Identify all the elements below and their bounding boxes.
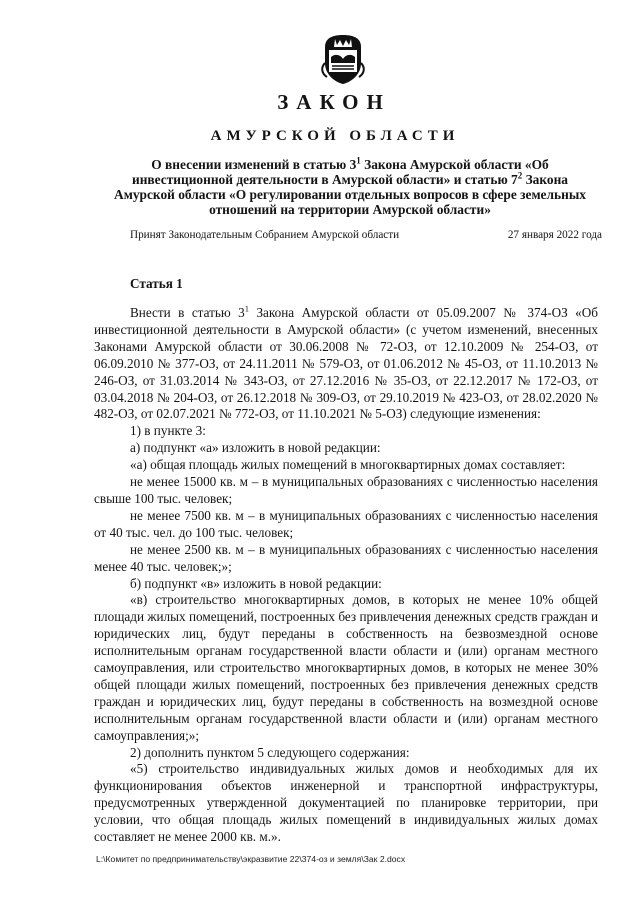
adoption-text: Принят Законодательным Собранием Амурской области [130, 229, 400, 241]
paragraph: 2) дополнить пунктом 5 следующего содержания: [130, 744, 410, 760]
subject-text: Закона Амурской области «О регулировании отдельных вопросов в сфере земельных отношений на территории Амурской области» [114, 172, 586, 217]
paragraph: не менее 7500 кв. м – в муниципальных образованиях с численностью населения от 40 тыс. чел. до 100 тыс. человек; [94, 507, 598, 540]
article-intro [94, 305, 598, 423]
file-path-footer: L:\Комитет по предпринимательству\экразвитие 22\374-оз и земля\Зак 2.docx [96, 854, 406, 864]
paragraph: не менее 15000 кв. м – в муниципальных образованиях с численностью населения свыше 100 тыс. человек; [94, 474, 598, 506]
article-body [94, 305, 598, 846]
law-title: ЗАКОН [277, 90, 391, 114]
adoption-date: 27 января 2022 года [507, 229, 602, 241]
law-subject [100, 157, 600, 217]
subject-superscript: 2 [517, 170, 523, 181]
paragraph: «5) строительство индивидуальных жилых домов и необходимых для их функционирования объектов инженерной и транспортной инфраструктуры, предусмотренных утвержденной документацией по планировке территории, при условии, что общая площадь жилых помещений в индивидуальных жилых домах составляет не менее 2000 кв. м.». [94, 761, 598, 845]
paragraph: «а) общая площадь жилых помещений в многоквартирных домах составляет: [130, 457, 566, 473]
paragraph: а) подпункт «а» изложить в новой редакции: [130, 440, 381, 456]
coat-of-arms-icon [317, 33, 369, 85]
intro-text: Закона Амурской области от 05.09.2007 № 374-ОЗ «Об инвестиционной деятельности в Амурской области» (с учетом изменений, внесенных Законами Амурской области от 30.06.2008 № 72-ОЗ, от 12.10.2009 № 254-ОЗ, от 06.09.2010 № 377-ОЗ, от 24.11.2011 № 579-ОЗ, от 01.06.2012 № 45-ОЗ, от 11.10.2013 № 246-ОЗ, от 31.03.2014 № 343-ОЗ, от 27.12.2016 № 35-ОЗ, от 22.12.2017 № 172-ОЗ, от 03.04.2018 № 204-ОЗ, от 26.12.2018 № 309-ОЗ, от 29.10.2019 № 423-ОЗ, от 28.02.2020 № 482-ОЗ, от 02.07.2021 № 772-ОЗ, от 11.10.2021 № 5-ОЗ) следующие изменения: [94, 305, 598, 422]
region-title: АМУРСКОЙ ОБЛАСТИ [210, 128, 460, 144]
subject-superscript: 1 [356, 155, 361, 166]
paragraph: не менее 2500 кв. м – в муниципальных образованиях с численностью населения менее 40 тыс. человек;»; [94, 541, 598, 574]
subject-text: Закона Амурской области «Об инвестиционной деятельности в Амурской области» и статью 7 [132, 157, 549, 187]
paragraph: б) подпункт «в» изложить в новой редакции: [130, 575, 382, 591]
paragraph: «в) строительство многоквартирных домов, в которых не менее 10% общей площади жилых помещений, построенных без привлечения денежных средств граждан и юридических лиц, будут переданы в собственность на безвозмездной основе исполнительным органам государственной власти области и (или) органам местного самоуправления, или строительство многоквартирных домов, в которых не менее 30% общей площади жилых помещений, построенных без привлечения денежных средств граждан и юридических лиц, будут переданы в собственность на возмездной основе исполнительным органам государственной власти области и (или) органам местного самоуправления;»; [94, 592, 598, 743]
intro-superscript: 1 [244, 303, 250, 314]
article-heading: Статья 1 [130, 276, 183, 291]
subject-text: О внесении изменений в статью 3 [151, 157, 357, 172]
paragraph: 1) в пункте 3: [130, 423, 206, 439]
intro-text: Внести в статью 3 [130, 305, 245, 320]
